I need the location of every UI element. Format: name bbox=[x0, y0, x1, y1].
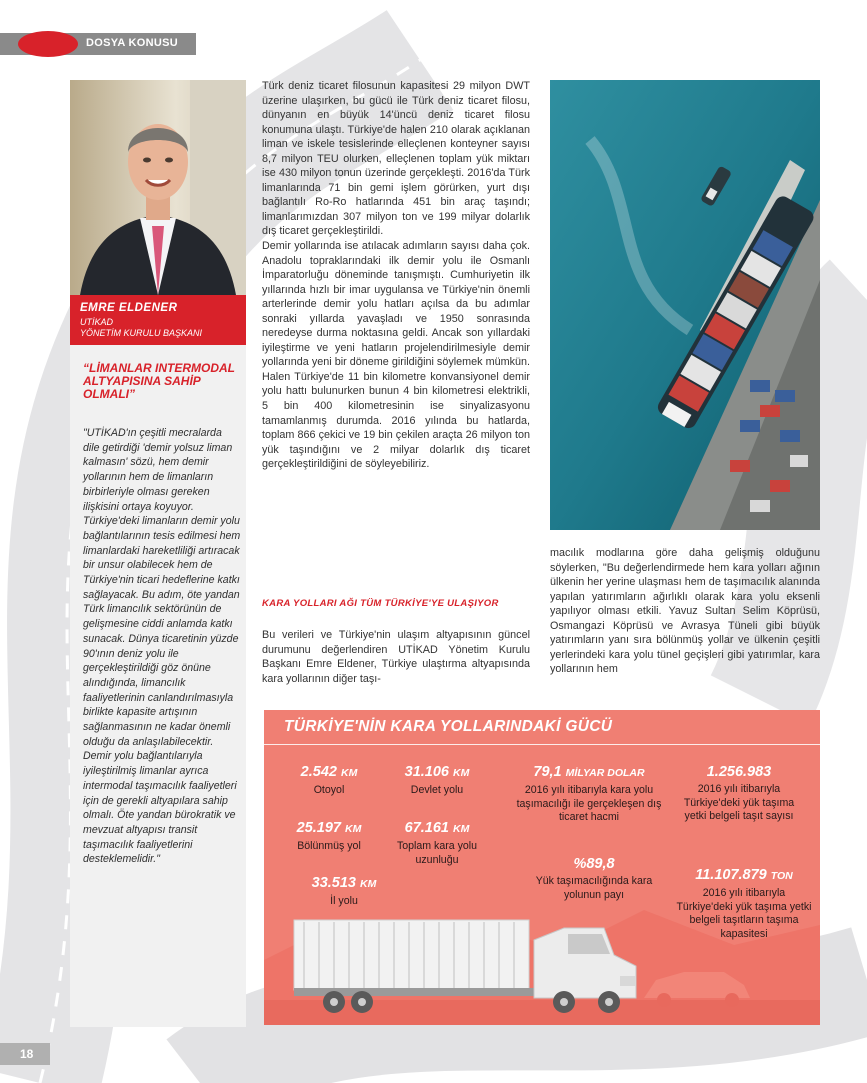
article-paragraph: Bu verileri ve Türkiye'nin ulaşım altyapısının güncel durumunu değerlendiren UTİKAD Yönetim Kurulu Başkanı Emre Eldener, Türkiye ulaştırma altyapısında kara yollarının diğer taşı- bbox=[262, 629, 530, 685]
stat-label: Yük taşımacılığında kara yolunun payı bbox=[535, 875, 653, 901]
stat-label: İl yolu bbox=[330, 895, 358, 907]
stat-otoyol bbox=[274, 764, 384, 798]
stat-value: 31.106 bbox=[404, 764, 449, 780]
stat-devlet-yolu bbox=[382, 764, 492, 798]
stat-value: 67.161 bbox=[404, 820, 449, 836]
person-title: YÖNETİM KURULU BAŞKANI bbox=[80, 328, 203, 338]
quote-body: "UTİKAD'ın çeşitli mecralarda dile getirdiği 'demir yolsuz liman kalmasın' sözü, hem demir yollarının hem de limanların birbirleriyle olması gereken ilişkisini ortaya koyuyor. Türkiye'deki limanların demir yolu bağlantılarının tesis edilmesi hem limanlardaki hareketliliği artıracak bir unsur olabilecek hem de Türkiye'nin ticari hedeflerine katkı sağlayacak. Bu adım, öte yandan Türk limancılık sektörünün de gelişmesine ciddi anlamda katkı sunacak. Dünya ticaretinin yüzde 90'ının deniz yolu ile gerçekleştirildiği göz önüne alındığında, limancılık faaliyetlerinin canlandırılmasıyla birlikte kapasite artışının sağlanmasının ne kadar önemli olduğu da anlaşılabilecektir. Demir yolu bağlantılarıyla iyileştirilmiş limanlar ayrıca intermodal taşımacılık faaliyetleri için de gerekli altyapılara sahip olmalı. Öte yandan bürokratik ve mevzuat altyapısı transit taşımacılık faaliyetlerini desteklemelidir." bbox=[83, 427, 241, 866]
sidebar-quote-panel bbox=[70, 80, 246, 1027]
stat-unit: TON bbox=[770, 870, 793, 882]
stat-label: 2016 yılı itibarıyla kara yolu taşımacılığı ile gerçekleşen dış ticaret hacmi bbox=[516, 784, 662, 823]
stat-value: 2.542 bbox=[300, 764, 337, 780]
article-paragraph: Demir yollarında ise atılacak adımların sayısı daha çok. Anadolu topraklarındaki ilk demir yolu ile Osmanlı İmparatorluğu döneminde tanışmıştı. Cumhuriyetin ilk yıllarında hızlı bir imar uygulansa ve Türkiye'nin önemli arterlerinde demir yolu hatları açılsa da bu adımlar sonraki yıllarda yavaşladı ve 1950 sonrasında neredeyse durma noktasına geldi. Ancak son yıllardaki iyileştirme ve yeni hatların projelendirilmesiyle demir yollarında yeni bir döneme girildiğini söylemek mümkün. Halen Türkiye'de 11 bin kilometre konvansiyonel demir yolu hattı bulunurken bunun 4 bin kilometresi elektrikli, 5 bin 400 kilometresinin ise sinyalizasyonu tamamlanmış durumda. 2016 yılında bu hatlarda, toplam 866 çekici ve 19 bin çekilen araçta 26 milyon ton yük taşındığını ve 2 milyar dolarlık dış ticaret gerçekleştirildiğini de söyleyebiliriz. bbox=[262, 240, 530, 471]
article-paragraph: macılık modlarına göre daha gelişmiş olduğunu söylerken, "Bu değerlendirmede hem kara yolları ağının ülkenin her yerine ulaşması hem de taşımacılık alanında yapılan yatırımların ağırlıklı olarak kara yolu eksenli yapılıyor olması etkili. Yavuz Sultan Selim Köprüsü, Osmangazi Köprüsü ve Avrasya Tüneli gibi büyük yatırımların yanı sıra bölünmüş yollar ve ülkenin çeşitli yerlerindeki kara yolu tünel geçişleri gibi yatırımlar, kara yollarının hem bbox=[550, 547, 820, 676]
section-tag-dot bbox=[18, 31, 78, 57]
roads-infographic bbox=[264, 710, 820, 1025]
stat-value: 1.256.983 bbox=[706, 764, 772, 780]
stat-value: 33.513 bbox=[311, 875, 356, 891]
section-label: DOSYA KONUSU bbox=[86, 37, 179, 49]
quote-title: “LİMANLAR INTERMODAL ALTYAPISINA SAHİP OLMALI” bbox=[83, 361, 235, 401]
person-org: UTİKAD bbox=[80, 317, 114, 327]
stat-value: 11.107.879 bbox=[695, 867, 767, 883]
stat-label: Toplam kara yolu uzunluğu bbox=[396, 840, 478, 866]
stat-label: Bölünmüş yol bbox=[297, 840, 361, 852]
article-column-1 bbox=[262, 79, 530, 472]
article-subhead: KARA YOLLARI AĞI TÜM TÜRKİYE'YE ULAŞIYOR bbox=[262, 598, 499, 609]
infographic-divider bbox=[264, 744, 820, 745]
stat-value: 79,1 bbox=[533, 764, 562, 780]
person-name: EMRE ELDENER bbox=[80, 302, 178, 314]
truck-illustration bbox=[264, 880, 820, 1025]
stat-unit: KM bbox=[340, 767, 358, 779]
stat-unit: KM bbox=[453, 823, 470, 835]
port-aerial-photo bbox=[550, 80, 820, 530]
stat-dis-ticaret-hacmi bbox=[514, 764, 664, 825]
stat-value: %89,8 bbox=[573, 856, 615, 872]
stat-unit: MİLYAR DOLAR bbox=[565, 767, 645, 779]
stat-unit: KM bbox=[453, 767, 470, 779]
stat-bolunmus-yol bbox=[274, 820, 384, 854]
portrait-photo bbox=[70, 80, 246, 295]
stat-label: Otoyol bbox=[313, 784, 345, 796]
stat-unit: KM bbox=[345, 823, 362, 835]
stat-label: 2016 yılı itibarıyla Türkiye'deki yük taşıma yetki belgeli taşıt sayısı bbox=[683, 783, 795, 822]
stat-toplam-kara-yolu bbox=[382, 820, 492, 867]
infographic-title: TÜRKİYE'NİN KARA YOLLARINDAKİ GÜCÜ bbox=[284, 718, 613, 735]
stat-unit: KM bbox=[360, 878, 377, 890]
article-paragraph: Türk deniz ticaret filosunun kapasitesi 29 milyon DWT üzerine ulaşırken, bu gücü ile Türk deniz ticaret filosu, dünyanın en büyük 14'üncü deniz ticaret filosu konumuna ulaştı. Türkiye'de halen 210 olarak açıklanan liman ve iskele tesislerinde elleçlenen konteyner sayısı 8,7 milyon TEU olurken, elleçlenen toplam yük miktarı ise 430 milyon tonun üzerinde gerçekleşti. 2016'da Türk limanlarında 71 bin gemi işlem görürken, yurt dışı bağlantılı Ro-Ro hatlarında 451 bin araç taşındı; limanlarımızdan 307 milyon ton ve 199 milyar dolarlık dış ticaret gerçekleştirildi. bbox=[262, 80, 530, 238]
stat-tasit-sayisi bbox=[674, 764, 804, 824]
person-name-box bbox=[70, 295, 246, 345]
stat-label: Devlet yolu bbox=[410, 784, 464, 796]
page-number: 18 bbox=[20, 1047, 34, 1061]
stat-value: 25.197 bbox=[296, 820, 341, 836]
stat-label: 2016 yılı itibarıyla Türkiye'deki yük taşıma yetki belgeli taşıtların taşıma kapasitesi bbox=[676, 887, 812, 940]
page-number-tab bbox=[0, 1043, 50, 1065]
section-tag bbox=[0, 33, 200, 55]
